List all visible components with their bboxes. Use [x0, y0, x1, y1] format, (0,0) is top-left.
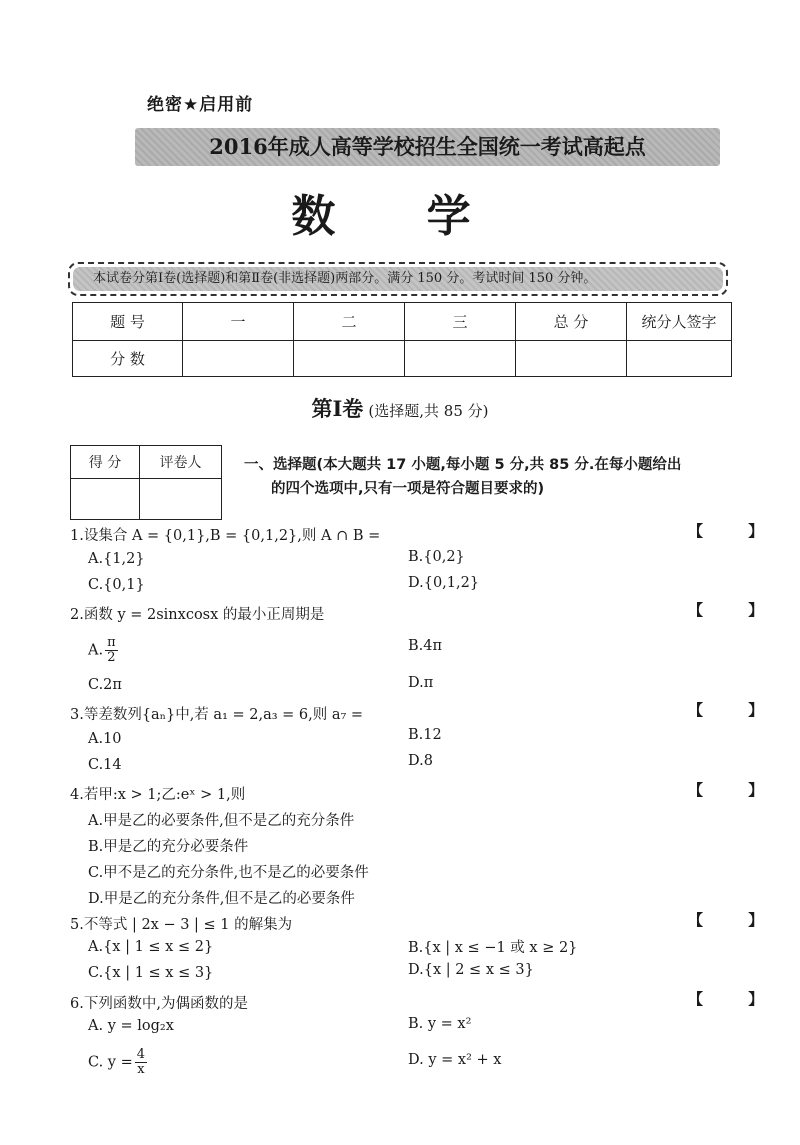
q4-option-c: C.甲不是乙的充分条件,也不是乙的必要条件	[88, 865, 369, 881]
q2-a-numerator: π	[107, 635, 116, 650]
q1-answer-bracket: 【 】	[688, 522, 784, 540]
score-header-part1: 一	[183, 303, 294, 341]
section-line-2: 的四个选项中,只有一项是符合题目要求的)	[271, 481, 545, 497]
q2-option-b: B.4π	[408, 638, 443, 654]
q4-option-d: D.甲是乙的充分条件,但不是乙的必要条件	[88, 891, 355, 907]
q1-option-c: C.{0,1}	[88, 577, 145, 593]
section-line-1: 一、选择题(本大题共 17 小题,每小题 5 分,共 85 分.在每小题给出	[244, 457, 682, 473]
q2-a-denominator: 2	[107, 650, 116, 665]
exam-banner: 2016年成人高等学校招生全国统一考试高起点	[135, 128, 720, 166]
score-cell	[405, 341, 516, 377]
q2-option-c: C.2π	[88, 677, 122, 693]
q2-option-a-prefix: A.	[88, 642, 104, 659]
q3-option-a: A.10	[88, 731, 122, 747]
volume-note: (选择题,共 85 分)	[368, 402, 489, 420]
q3-stem: 3.等差数列{aₙ}中,若 a₁ = 2,a₃ = 6,则 a₇ =	[70, 707, 364, 723]
q6-answer-bracket: 【 】	[688, 990, 784, 1008]
q6-option-c-prefix: C. y =	[88, 1054, 133, 1071]
grader-table	[70, 445, 222, 520]
exam-notice-text: 本试卷分第Ⅰ卷(选择题)和第Ⅱ卷(非选择题)两部分。满分 150 分。考试时间 150 分钟。	[73, 267, 723, 291]
q6-c-denominator: x	[137, 1062, 145, 1077]
score-header-label: 题 号	[73, 303, 183, 341]
q6-option-d: D. y = x² + x	[408, 1052, 502, 1068]
volume-title: 第Ⅰ卷	[311, 396, 364, 421]
q1-option-d: D.{0,1,2}	[408, 575, 480, 591]
q2-stem: 2.函数 y = 2sinxcosx 的最小正周期是	[70, 607, 325, 623]
volume-heading	[0, 393, 800, 423]
grader-score-header: 得 分	[71, 446, 140, 479]
q6-stem: 6.下列函数中,为偶函数的是	[70, 996, 248, 1012]
score-header-total: 总 分	[516, 303, 627, 341]
q2-option-a	[88, 636, 120, 665]
q3-option-c: C.14	[88, 757, 122, 773]
q2-option-a-fraction	[105, 636, 118, 665]
q4-stem: 4.若甲:x > 1;乙:eˣ > 1,则	[70, 787, 246, 803]
q5-option-c: C.{x | 1 ≤ x ≤ 3}	[88, 965, 214, 981]
score-cell	[294, 341, 405, 377]
q6-c-numerator: 4	[136, 1047, 146, 1062]
q5-stem: 5.不等式 | 2x − 3 | ≤ 1 的解集为	[70, 917, 293, 933]
q5-option-d: D.{x | 2 ≤ x ≤ 3}	[408, 962, 534, 978]
q2-answer-bracket: 【 】	[688, 601, 784, 619]
score-table	[72, 302, 732, 377]
q4-answer-bracket: 【 】	[688, 781, 784, 799]
exam-notice	[68, 262, 728, 296]
score-header-signature: 统分人签字	[627, 303, 732, 341]
section-instructions	[244, 453, 744, 501]
q1-stem: 1.设集合 A = {0,1},B = {0,1,2},则 A ∩ B =	[70, 528, 381, 544]
q3-option-d: D.8	[408, 753, 433, 769]
score-cell	[516, 341, 627, 377]
q6-option-b: B. y = x²	[408, 1016, 472, 1032]
score-header-part3: 三	[405, 303, 516, 341]
q4-option-a: A.甲是乙的必要条件,但不是乙的充分条件	[88, 813, 355, 829]
q6-option-c	[88, 1048, 149, 1077]
q3-option-b: B.12	[408, 727, 442, 743]
q5-answer-bracket: 【 】	[688, 911, 784, 929]
score-header-part2: 二	[294, 303, 405, 341]
score-cell	[627, 341, 732, 377]
subject-title: 数 学	[291, 191, 509, 242]
grader-score-cell	[71, 479, 140, 520]
q1-option-b: B.{0,2}	[408, 549, 465, 565]
confidential-mark: 绝密★启用前	[147, 95, 254, 115]
q3-answer-bracket: 【 】	[688, 701, 784, 719]
q5-option-b: B.{x | x ≤ −1 或 x ≥ 2}	[408, 940, 578, 956]
q1-option-a: A.{1,2}	[88, 551, 145, 567]
score-cell	[183, 341, 294, 377]
q2-option-d: D.π	[408, 675, 434, 691]
q5-option-a: A.{x | 1 ≤ x ≤ 2}	[88, 939, 214, 955]
grader-name-cell	[140, 479, 222, 520]
q4-option-b: B.甲是乙的充分必要条件	[88, 839, 249, 855]
grader-name-header: 评卷人	[140, 446, 222, 479]
score-row-label: 分 数	[73, 341, 183, 377]
q6-option-c-fraction	[135, 1048, 147, 1077]
q6-option-a: A. y = log₂x	[88, 1018, 174, 1034]
